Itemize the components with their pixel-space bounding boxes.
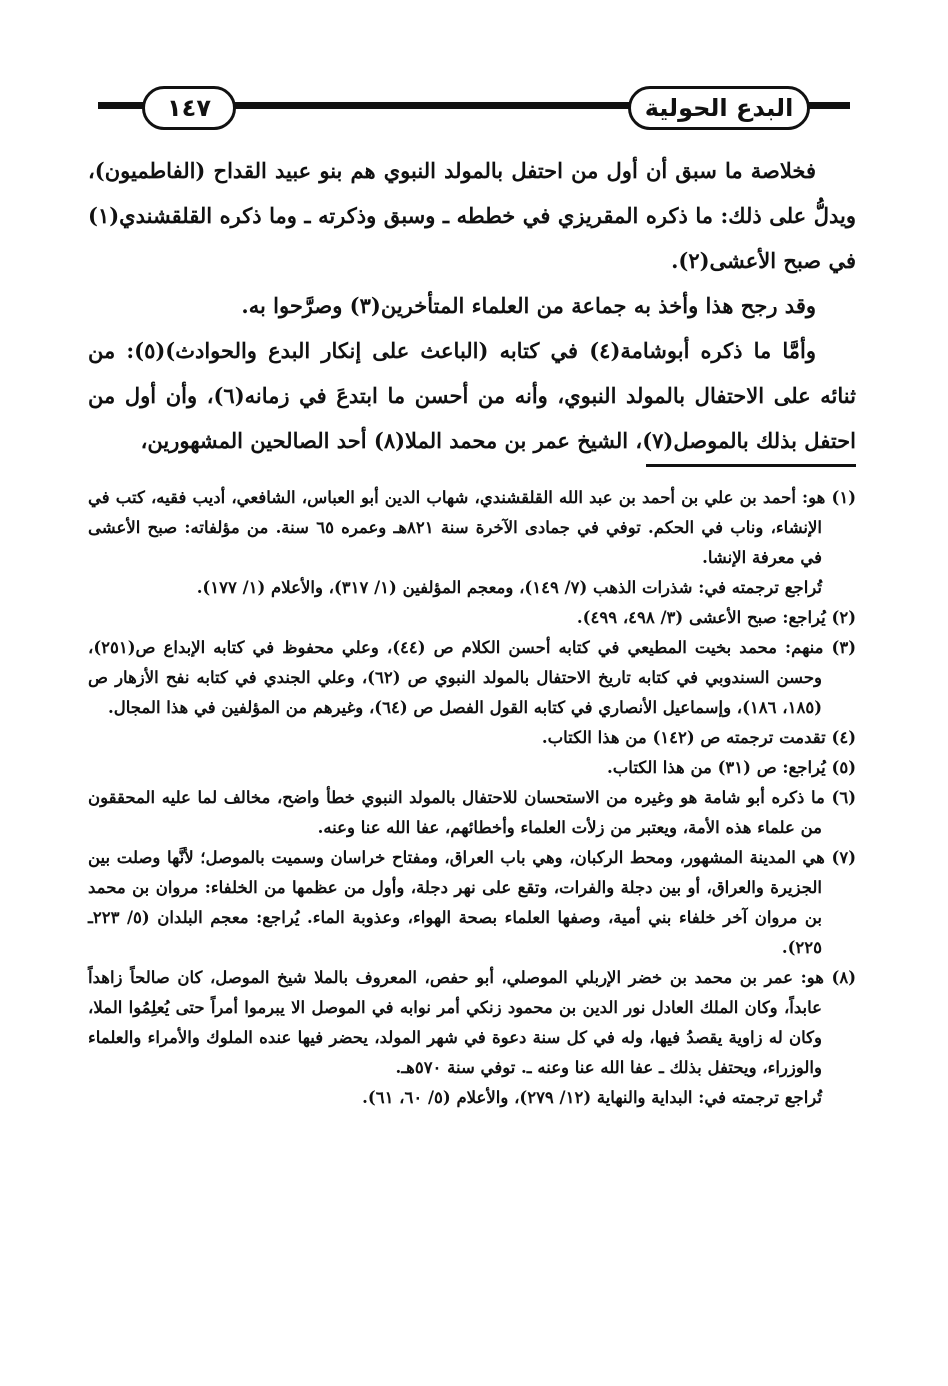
footnote-4: (٤) تقدمت ترجمته ص (١٤٢) من هذا الكتاب. xyxy=(541,728,856,747)
page-header xyxy=(98,80,850,140)
footnote-5: (٥) يُراجع: ص (٣١) من هذا الكتاب. xyxy=(607,758,856,777)
footnote-1-references: تُراجع ترجمته في: شذرات الذهب (٧/ ١٤٩)، ومعجم المؤلفين (١/ ٣١٧)، والأعلام (١/ ١٧٧). xyxy=(196,578,822,597)
paragraph-3: وأمَّا ما ذكره أبوشامة(٤) في كتابه (الباعث على إنكار البدع والحوادث)(٥): من ثنائه على الاحتفال بالمولد النبوي، وأنه من أحسن ما ابتدعَ في زمانه(٦)، وأن أول من احتفل بذلك بالموصل(٧)، الشيخ عمر بن محمد الملا(٨) أحد الصالحين المشهورين، xyxy=(88,338,856,453)
paragraph-2: وقد رجح هذا وأخذ به جماعة من العلماء المتأخرين(٣) وصرَّحوا به. xyxy=(241,293,816,318)
running-title: البدع الحولية xyxy=(628,86,810,130)
page-number: ١٤٧ xyxy=(142,86,236,130)
footnote-separator xyxy=(646,464,856,467)
footnote-2: (٢) يُراجع: صبح الأعشى (٣/ ٤٩٨، ٤٩٩). xyxy=(576,608,856,627)
footnote-1: (١) هو: أحمد بن علي بن أحمد بن عبد الله القلقشندي، شهاب الدين أبو العباس، الشافعي، أديب فقيه، كتب في الإنشاء، وناب في الحكم. توفي في جمادى الآخرة سنة ٨٢١هـ وعمره ٦٥ سنة. من مؤلفاته: صبح الأعشى في معرفة الإنشا. xyxy=(88,488,856,567)
paragraph-1: فخلاصة ما سبق أن أول من احتفل بالمولد النبوي هم بنو عبيد القداح (الفاطميون)، ويدلُّ على ذلك: ما ذكره المقريزي في خططه ـ وسبق وذكرته ـ وما ذكره القلقشندي(١) في صبح الأعشى(٢). xyxy=(88,158,856,273)
footnote-8-references: تُراجع ترجمته في: البداية والنهاية (١٢/ ٢٧٩)، والأعلام (٥/ ٦٠، ٦١). xyxy=(362,1088,822,1107)
footnote-7: (٧) هي المدينة المشهور، ومحط الركبان، وهي باب العراق، ومفتاح خراسان وسميت بالموصل؛ لأنَّها وصلت بين الجزيرة والعراق، أو بين دجلة والفرات، وتقع على نهر دجلة، وأول من عظمها من الخلفاء: مروان بن محمد بن مروان آخر خلفاء بني أمية، وصفها العلماء بصحة الهواء، وعذوبة الماء. يُراجع: معجم البلدان (٥/ ٢٢٣ـ ٢٢٥). xyxy=(88,848,856,957)
footnote-8: (٨) هو: عمر بن محمد بن خضر الإربلي الموصلي، أبو حفص، المعروف بالملا شيخ الموصل، كان صالحاً زاهداً عابداً، وكان الملك العادل نور الدين بن محمود زنكي أمر نوابه في الموصل الا يبرموا أمراً حتى يُعلِمُوا الملا، وكان له زاوية يقصدُ فيها، وله في كل سنة دعوة في شهر المولد، يحضر فيها عنده الملوك والأمراء والعلماء والوزراء، ويحتفل بذلك ـ عفا الله عنا وعنه ـ. توفي سنة ٥٧٠هـ. xyxy=(88,968,856,1077)
footnote-3: (٣) منهم: محمد بخيت المطيعي في كتابه أحسن الكلام ص (٤٤)، وعلي محفوظ في كتابه الإبداع ص(٢٥١)، وحسن السندوبي في كتابه تاريخ الاحتفال بالمولد النبوي ص (٦٢)، وعلي الجندي في كتابه نفح الأزهار ص (١٨٥، ١٨٦)، وإسماعيل الأنصاري في كتابه القول الفصل ص (٦٤)، وغيرهم من المؤلفين في هذا المجال. xyxy=(88,638,857,717)
footnote-6: (٦) ما ذكره أبو شامة هو وغيره من الاستحسان للاحتفال بالمولد النبوي خطأ واضح، مخالف لما عليه المحققون من علماء هذه الأمة، ويعتبر من زلأت العلماء وأخطائهم، عفا الله عنا وعنه. xyxy=(88,788,856,837)
footnotes xyxy=(88,483,856,1113)
main-text xyxy=(88,148,856,463)
